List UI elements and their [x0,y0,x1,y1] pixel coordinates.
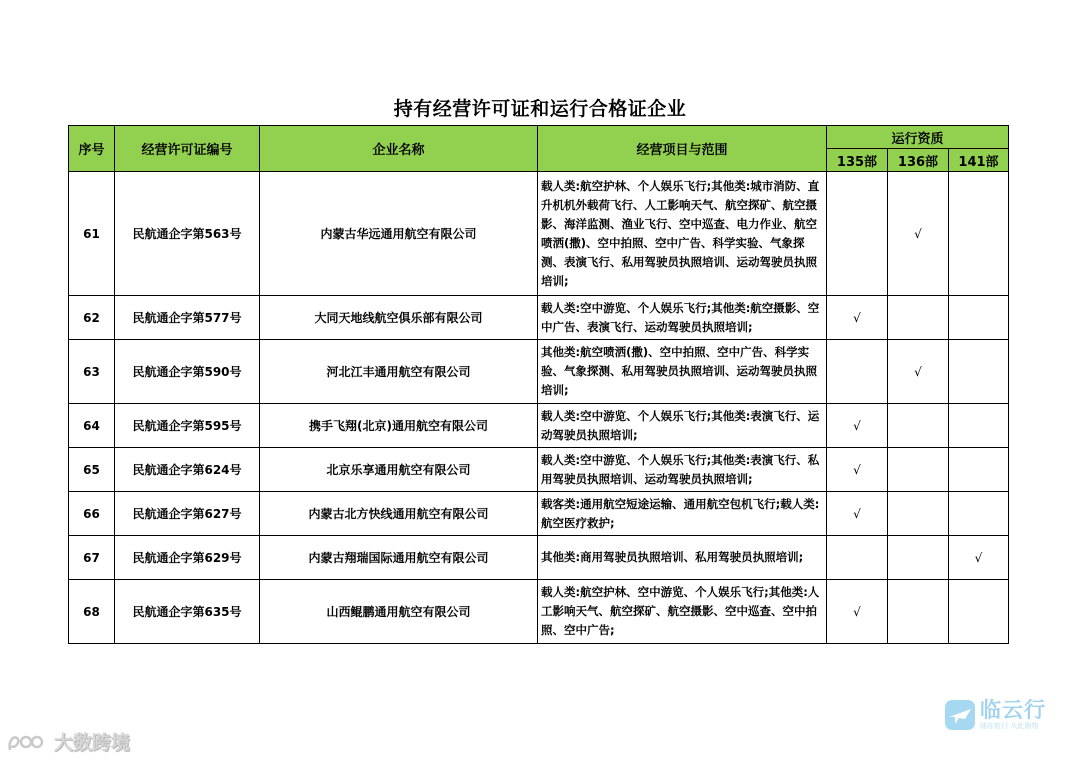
cell-part-135 [827,172,888,296]
airplane-logo-icon [944,699,976,731]
cell-business-scope: 载人类:空中游览、个人娱乐飞行;其他类:表演飞行、运动驾驶员执照培训; [538,404,827,448]
cell-part-141 [949,448,1009,492]
header-seq: 序号 [69,126,115,172]
cell-seq: 65 [69,448,115,492]
watermark-brand: 临云行 [980,698,1046,722]
cell-part-136 [888,448,949,492]
cell-license-number: 民航通企字第629号 [115,536,260,580]
cell-part-135 [827,340,888,404]
watermark-slogan: 随你航行 从此翱翔 [980,722,1039,730]
cell-company-name: 北京乐享通用航空有限公司 [260,448,538,492]
watermark-right [944,698,1046,731]
cell-company-name: 内蒙古华远通用航空有限公司 [260,172,538,296]
cell-license-number: 民航通企字第577号 [115,296,260,340]
cell-business-scope: 其他类:商用驾驶员执照培训、私用驾驶员执照培训; [538,536,827,580]
cell-license-number: 民航通企字第635号 [115,580,260,644]
cell-company-name: 携手飞翔(北京)通用航空有限公司 [260,404,538,448]
table-row [69,404,1009,448]
cell-part-141 [949,492,1009,536]
table-row [69,340,1009,404]
cell-business-scope: 载人类:航空护林、个人娱乐飞行;其他类:城市消防、直升机机外载荷飞行、人工影响天气、航空探矿、航空摄影、海洋监测、渔业飞行、空中巡查、电力作业、航空喷洒(撒)、空中拍照、空中广告、科学实验、气象探测、表演飞行、私用驾驶员执照培训、运动驾驶员执照培训; [538,172,827,296]
header-company-name: 企业名称 [260,126,538,172]
cell-part-136 [888,492,949,536]
cell-company-name: 大同天地线航空俱乐部有限公司 [260,296,538,340]
table-row [69,172,1009,296]
cell-part-136: √ [888,340,949,404]
cell-seq: 68 [69,580,115,644]
header-part-141: 141部 [949,149,1009,172]
cell-part-136 [888,580,949,644]
table-row [69,492,1009,536]
cell-part-135 [827,536,888,580]
cell-company-name: 内蒙古翔瑞国际通用航空有限公司 [260,536,538,580]
cell-part-135: √ [827,404,888,448]
cell-license-number: 民航通企字第595号 [115,404,260,448]
cell-license-number: 民航通企字第627号 [115,492,260,536]
cell-company-name: 内蒙古北方快线通用航空有限公司 [260,492,538,536]
table-row [69,296,1009,340]
page-title: 持有经营许可证和运行合格证企业 [393,98,687,120]
cell-part-135: √ [827,448,888,492]
cell-business-scope: 载客类:通用航空短途运输、通用航空包机飞行;载人类:航空医疗救护; [538,492,827,536]
cell-seq: 64 [69,404,115,448]
table-row [69,448,1009,492]
cell-company-name: 山西鲲鹏通用航空有限公司 [260,580,538,644]
header-part-135: 135部 [827,149,888,172]
cell-seq: 61 [69,172,115,296]
table-row [69,580,1009,644]
cell-business-scope: 载人类:航空护林、空中游览、个人娱乐飞行;其他类:人工影响天气、航空探矿、航空摄影、空中巡查、空中拍照、空中广告; [538,580,827,644]
cell-business-scope: 载人类:空中游览、个人娱乐飞行;其他类:表演飞行、私用驾驶员执照培训、运动驾驶员执照培训; [538,448,827,492]
cell-part-136 [888,296,949,340]
header-license-number: 经营许可证编号 [115,126,260,172]
cell-part-135: √ [827,580,888,644]
table-header [69,126,1009,172]
cell-part-141 [949,340,1009,404]
cell-part-141 [949,580,1009,644]
cell-part-141 [949,404,1009,448]
cell-seq: 66 [69,492,115,536]
watermark-left [6,728,130,755]
header-part-136: 136部 [888,149,949,172]
cell-business-scope: 载人类:空中游览、个人娱乐飞行;其他类:航空摄影、空中广告、表演飞行、运动驾驶员执照培训; [538,296,827,340]
table-body [69,172,1009,644]
header-operating-qualification: 运行资质 [827,126,1009,149]
cell-part-141: √ [949,536,1009,580]
cell-license-number: 民航通企字第590号 [115,340,260,404]
cell-part-136 [888,536,949,580]
cell-seq: 63 [69,340,115,404]
cell-company-name: 河北江丰通用航空有限公司 [260,340,538,404]
header-business-scope: 经营项目与范围 [538,126,827,172]
cell-seq: 62 [69,296,115,340]
cell-part-135: √ [827,296,888,340]
dashuju-logo-icon [6,729,50,755]
table-row [69,536,1009,580]
cell-part-136 [888,404,949,448]
cell-seq: 67 [69,536,115,580]
cell-business-scope: 其他类:航空喷洒(撒)、空中拍照、空中广告、科学实验、气象探测、私用驾驶员执照培训、运动驾驶员执照培训; [538,340,827,404]
cell-part-136: √ [888,172,949,296]
licensed-enterprise-table [68,125,1009,644]
cell-license-number: 民航通企字第624号 [115,448,260,492]
watermark-left-text: 大数跨境 [54,732,131,754]
cell-license-number: 民航通企字第563号 [115,172,260,296]
cell-part-135: √ [827,492,888,536]
cell-part-141 [949,172,1009,296]
cell-part-141 [949,296,1009,340]
